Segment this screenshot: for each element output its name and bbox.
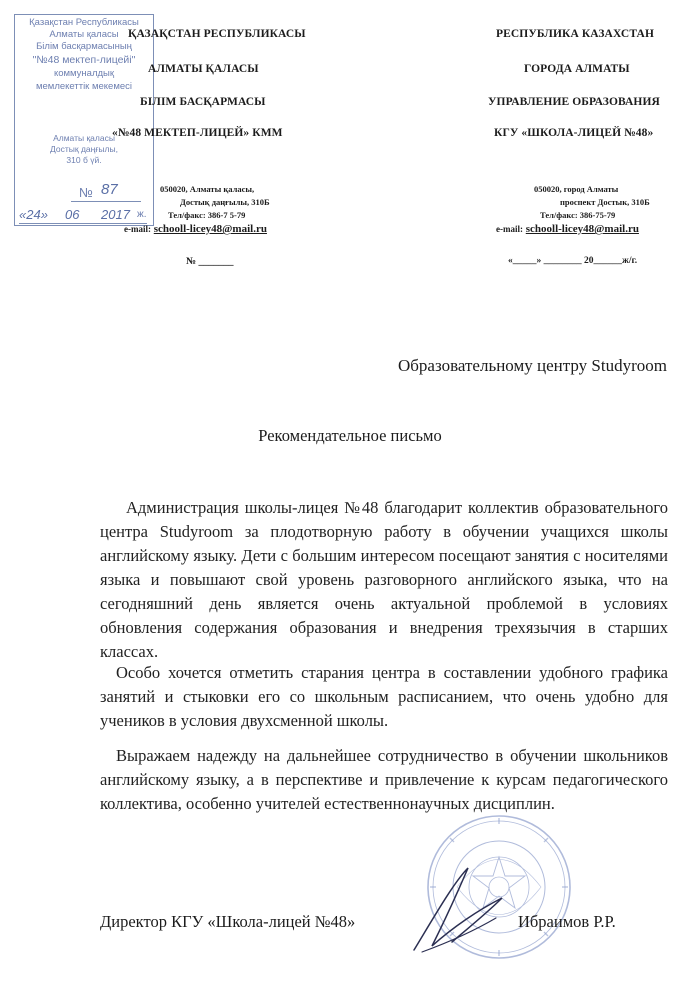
right-email-label: e-mail:: [496, 224, 523, 234]
left-outgoing-number: № _______: [186, 256, 234, 267]
stamp-number-underline: [71, 201, 141, 202]
letter-title: Рекомендательное письмо: [258, 426, 442, 445]
left-email-row: [124, 223, 267, 235]
stamp-date-day: «24»: [19, 207, 48, 222]
right-header-line: РЕСПУБЛИКА КАЗАХСТАН: [496, 28, 654, 40]
right-address: проспект Достык, 310Б: [560, 197, 650, 207]
paragraph-1: Администрация школы-лицея №48 благодарит коллектив образовательного центра Studyroom за плодотворную работу в обучении учащихся школы английскому языку. Дети с большим интересом посещают занятия с носителями языка и повышают свой уровень разговорного английского языка, что на сегодняшний день является очень актуальной проблемой в условиях обновления содержания образования и внедрения трехязычия в старших классах.: [100, 498, 668, 661]
right-email-row: [496, 223, 639, 235]
stamp-address: Достық даңғылы,: [50, 144, 118, 154]
paragraph-2: Особо хочется отметить старания центра в составлении удобного графика занятий и стыковки его со школьным расписанием, что очень удобно для учеников в условия двухсменной школы.: [100, 663, 668, 730]
left-header-line: БІЛІМ БАСҚАРМАСЫ: [140, 96, 266, 108]
right-address: 050020, город Алматы: [534, 184, 619, 194]
stamp-date-suffix: ж.: [137, 209, 147, 220]
right-header-line: УПРАВЛЕНИЕ ОБРАЗОВАНИЯ: [488, 96, 660, 108]
stamp-date-month: 06: [65, 207, 80, 222]
left-header-line: ҚАЗАҚСТАН РЕСПУБЛИКАСЫ: [128, 28, 306, 40]
stamp-line: мемлекеттік мекемесі: [35, 81, 133, 92]
left-header-line: «№48 МЕКТЕП-ЛИЦЕЙ» КММ: [112, 127, 283, 139]
left-email-link[interactable]: schooll-licey48@mail.ru: [153, 223, 267, 235]
right-header-line: КГУ «ШКОЛА-ЛИЦЕЙ №48»: [494, 127, 654, 139]
stamp-line: Білім басқармасының: [36, 41, 132, 52]
left-address: Достық даңғылы, 310Б: [180, 197, 270, 207]
stamp-line: коммуналдық: [53, 68, 115, 79]
right-phone: Тел/факс: 386-75-79: [540, 210, 616, 220]
stamp-date-year: 2017: [101, 207, 130, 222]
left-phone: Тел/факс: 386-7 5-79: [168, 210, 246, 220]
paragraph-3: Выражаем надежду на дальнейшее сотрудничество в обучении школьников английскому языку, а в перспективе и привлечение к курсам педагогического коллектива, особенно учителей естественнонаучных дисциплин.: [100, 746, 668, 813]
addressee: Образовательному центру Studyroom: [398, 356, 667, 375]
left-header-line: АЛМАТЫ ҚАЛАСЫ: [148, 63, 259, 75]
left-address: 050020, Алматы қаласы,: [160, 184, 255, 194]
stamp-address: Алматы қаласы: [53, 133, 115, 143]
right-header-line: ГОРОДА АЛМАТЫ: [524, 63, 630, 75]
stamp-number-label: №: [79, 185, 93, 200]
stamp-address: 310 б үй.: [66, 155, 102, 165]
stamp-line: Қазақстан Республикасы: [29, 17, 139, 28]
right-email-link[interactable]: schooll-licey48@mail.ru: [525, 223, 639, 235]
signature-name: Ибраимов Р.Р.: [518, 912, 616, 931]
stamp-number-value: 87: [101, 181, 118, 198]
registration-stamp: [14, 14, 154, 226]
stamp-line: Алматы қаласы: [49, 29, 119, 40]
left-email-label: e-mail:: [124, 224, 151, 234]
handwritten-signature: [404, 862, 514, 957]
right-date-line: «_____» ________ 20______ж/г.: [508, 256, 638, 266]
signature-title: Директор КГУ «Школа-лицей №48»: [100, 912, 356, 931]
stamp-line: "№48 мектеп-лицейі": [32, 54, 136, 66]
